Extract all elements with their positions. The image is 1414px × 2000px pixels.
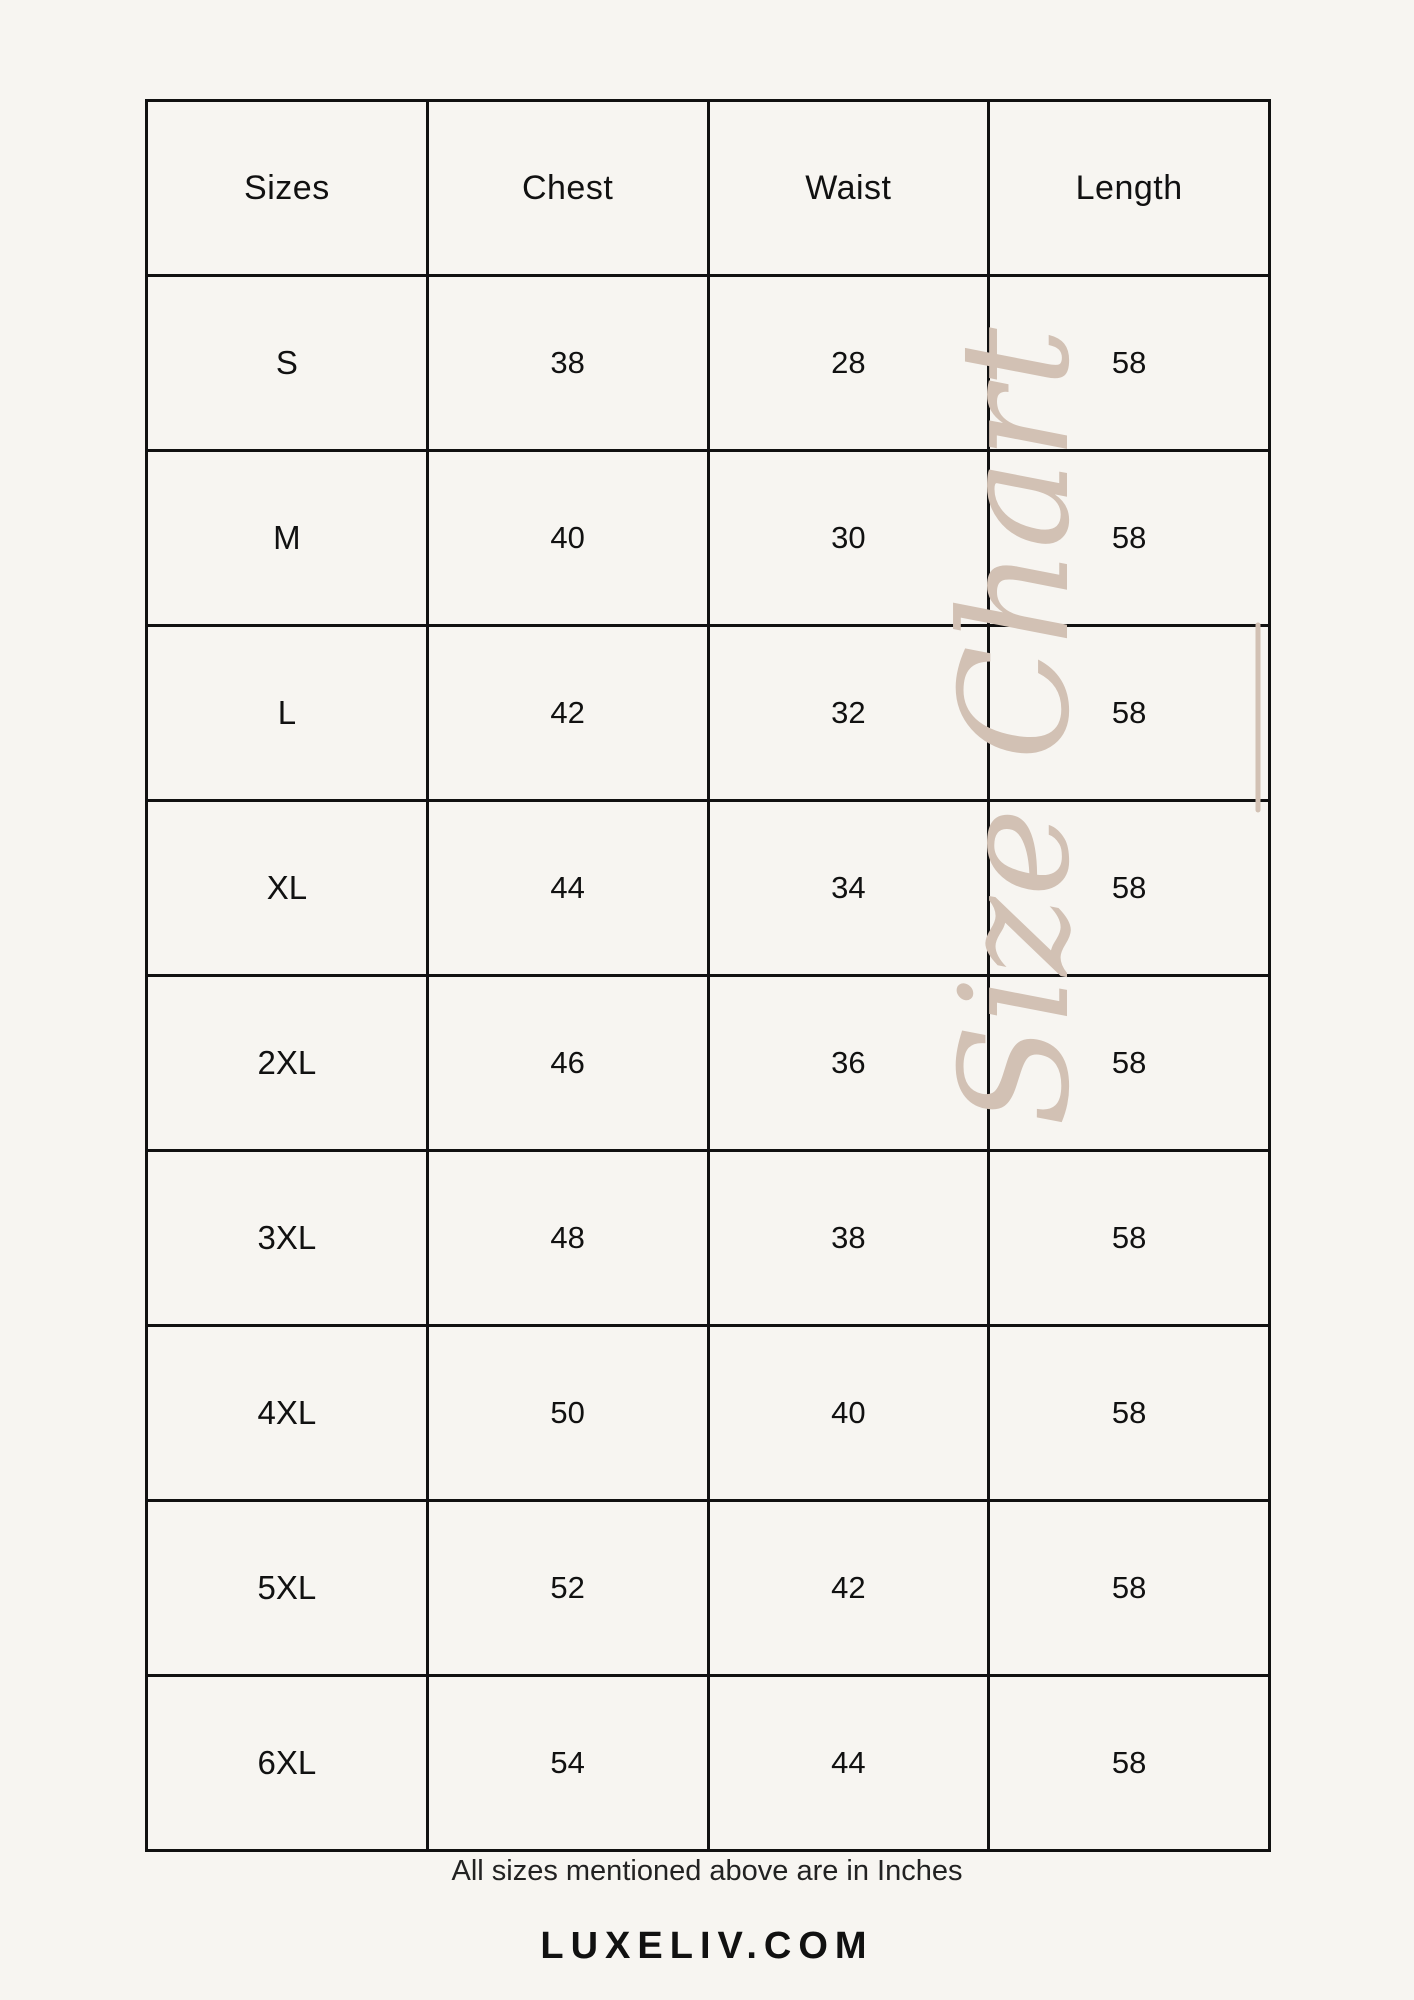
- waist-cell: 34: [708, 801, 989, 976]
- inches-note: All sizes mentioned above are in Inches: [451, 1855, 963, 1887]
- table-row: [147, 1151, 1270, 1326]
- table-header-row: [147, 101, 1270, 276]
- waist-cell: 38: [708, 1151, 989, 1326]
- table-row: [147, 1676, 1270, 1851]
- table-row: [147, 1501, 1270, 1676]
- chest-cell: 46: [427, 976, 708, 1151]
- size-chart-table: [145, 99, 1271, 1852]
- chest-cell: 44: [427, 801, 708, 976]
- waist-cell: 30: [708, 451, 989, 626]
- script-title-text: Size Chart: [929, 327, 1103, 1127]
- size-cell: 2XL: [147, 976, 428, 1151]
- chest-cell: 38: [427, 276, 708, 451]
- waist-cell: 44: [708, 1676, 989, 1851]
- length-cell: 58: [989, 626, 1270, 801]
- table-row: [147, 1326, 1270, 1501]
- header-waist: Waist: [708, 101, 989, 276]
- table-row: [147, 276, 1270, 451]
- chest-cell: 52: [427, 1501, 708, 1676]
- size-cell: M: [147, 451, 428, 626]
- chest-cell: 42: [427, 626, 708, 801]
- table-row: [147, 976, 1270, 1151]
- length-cell: 58: [989, 451, 1270, 626]
- size-cell: 3XL: [147, 1151, 428, 1326]
- waist-cell: 36: [708, 976, 989, 1151]
- length-cell: 58: [989, 1151, 1270, 1326]
- size-cell: XL: [147, 801, 428, 976]
- length-cell: 58: [989, 1501, 1270, 1676]
- length-cell: 58: [989, 276, 1270, 451]
- waist-cell: 32: [708, 626, 989, 801]
- waist-cell: 28: [708, 276, 989, 451]
- header-chest: Chest: [427, 101, 708, 276]
- length-cell: 58: [989, 976, 1270, 1151]
- site-url: LUXELIV.COM: [540, 1925, 874, 1967]
- table-row: [147, 626, 1270, 801]
- chest-cell: 40: [427, 451, 708, 626]
- size-cell: 4XL: [147, 1326, 428, 1501]
- length-cell: 58: [989, 1326, 1270, 1501]
- size-cell: L: [147, 626, 428, 801]
- table-row: [147, 801, 1270, 976]
- waist-cell: 42: [708, 1501, 989, 1676]
- chest-cell: 48: [427, 1151, 708, 1326]
- length-cell: 58: [989, 801, 1270, 976]
- waist-cell: 40: [708, 1326, 989, 1501]
- chest-cell: 50: [427, 1326, 708, 1501]
- length-cell: 58: [989, 1676, 1270, 1851]
- header-sizes: Sizes: [147, 101, 428, 276]
- size-cell: 6XL: [147, 1676, 428, 1851]
- size-cell: S: [147, 276, 428, 451]
- size-cell: 5XL: [147, 1501, 428, 1676]
- table-row: [147, 451, 1270, 626]
- header-length: Length: [989, 101, 1270, 276]
- chest-cell: 54: [427, 1676, 708, 1851]
